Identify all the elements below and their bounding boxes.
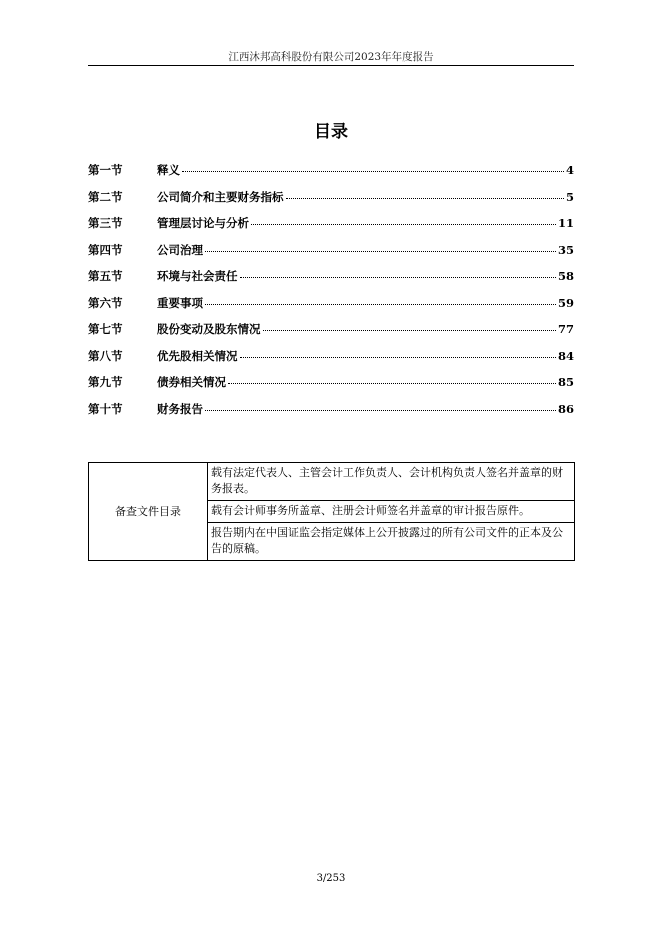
toc-section-number: 第十节: [88, 401, 123, 416]
toc-leader-dots: [240, 277, 556, 278]
reference-docs-label: 备查文件目录: [89, 463, 208, 561]
toc-page-number: 5: [565, 189, 574, 204]
toc-section-number: 第四节: [88, 242, 123, 257]
toc-page-number: 84: [557, 348, 574, 363]
toc-entry-3[interactable]: [88, 215, 574, 242]
toc-section-number: 第三节: [88, 216, 123, 230]
toc-section-name: 公司治理: [157, 242, 203, 257]
toc-page-number: 85: [557, 375, 574, 389]
toc-leader-dots: [240, 357, 556, 358]
page-header: 江西沐邦高科股份有限公司2023年年度报告: [228, 51, 434, 63]
toc-leader-dots: [205, 304, 556, 305]
toc-leader-dots: [263, 330, 556, 331]
reference-doc-item: 载有法定代表人、主管会计工作负责人、会计机构负责人签名并盖章的财务报表。: [208, 463, 575, 501]
toc-leader-dots: [205, 410, 556, 411]
toc-section-name: 重要事项: [157, 295, 203, 310]
toc-entry-6[interactable]: [88, 295, 574, 322]
toc-section-number: 第九节: [88, 375, 123, 389]
toc-leader-dots: [228, 383, 556, 384]
toc-section-name: 管理层讨论与分析: [157, 216, 249, 230]
toc-section-number: 第二节: [88, 189, 123, 204]
toc-section-name: 财务报告: [157, 401, 203, 416]
toc-leader-dots: [205, 251, 556, 252]
toc-section-number: 第八节: [88, 348, 123, 363]
toc-section-name: 公司简介和主要财务指标: [157, 189, 284, 204]
toc-section-number: 第一节: [88, 163, 123, 177]
toc-page-number: 11: [557, 216, 574, 230]
toc-section-name: 优先股相关情况: [157, 348, 238, 363]
toc-section-name: 环境与社会责任: [157, 269, 238, 283]
table-row: [89, 463, 575, 501]
toc-entry-10[interactable]: [88, 401, 574, 428]
page-number: 3/253: [316, 873, 346, 884]
toc-section-name: 债券相关情况: [157, 375, 226, 389]
reference-documents-table: [88, 462, 575, 561]
reference-doc-item: 载有会计师事务所盖章、注册会计师签名并盖章的审计报告原件。: [208, 501, 575, 523]
toc-page-number: 4: [565, 163, 574, 177]
toc-leader-dots: [182, 171, 564, 172]
toc-entry-2[interactable]: [88, 189, 574, 216]
toc-page-number: 59: [557, 295, 574, 310]
toc-page-number: 77: [557, 322, 574, 336]
toc-page-number: 35: [557, 242, 574, 257]
toc-leader-dots: [251, 224, 556, 225]
toc-section-number: 第五节: [88, 269, 123, 283]
toc-entry-5[interactable]: [88, 268, 574, 295]
toc-leader-dots: [286, 198, 564, 199]
toc-entry-4[interactable]: [88, 242, 574, 269]
toc-section-number: 第六节: [88, 295, 123, 310]
toc-section-name: 释义: [157, 163, 180, 177]
toc-page-number: 58: [557, 269, 574, 283]
toc-entry-1[interactable]: [88, 162, 574, 189]
toc-entry-8[interactable]: [88, 348, 574, 375]
toc-section-name: 股份变动及股东情况: [157, 322, 261, 336]
table-of-contents: [88, 162, 574, 427]
reference-doc-item: 报告期内在中国证监会指定媒体上公开披露过的所有公司文件的正本及公告的原稿。: [208, 523, 575, 561]
header-divider: [88, 65, 574, 66]
toc-section-number: 第七节: [88, 322, 123, 336]
page-title: 目录: [314, 122, 348, 142]
toc-entry-9[interactable]: [88, 374, 574, 401]
toc-entry-7[interactable]: [88, 321, 574, 348]
toc-page-number: 86: [557, 401, 574, 416]
